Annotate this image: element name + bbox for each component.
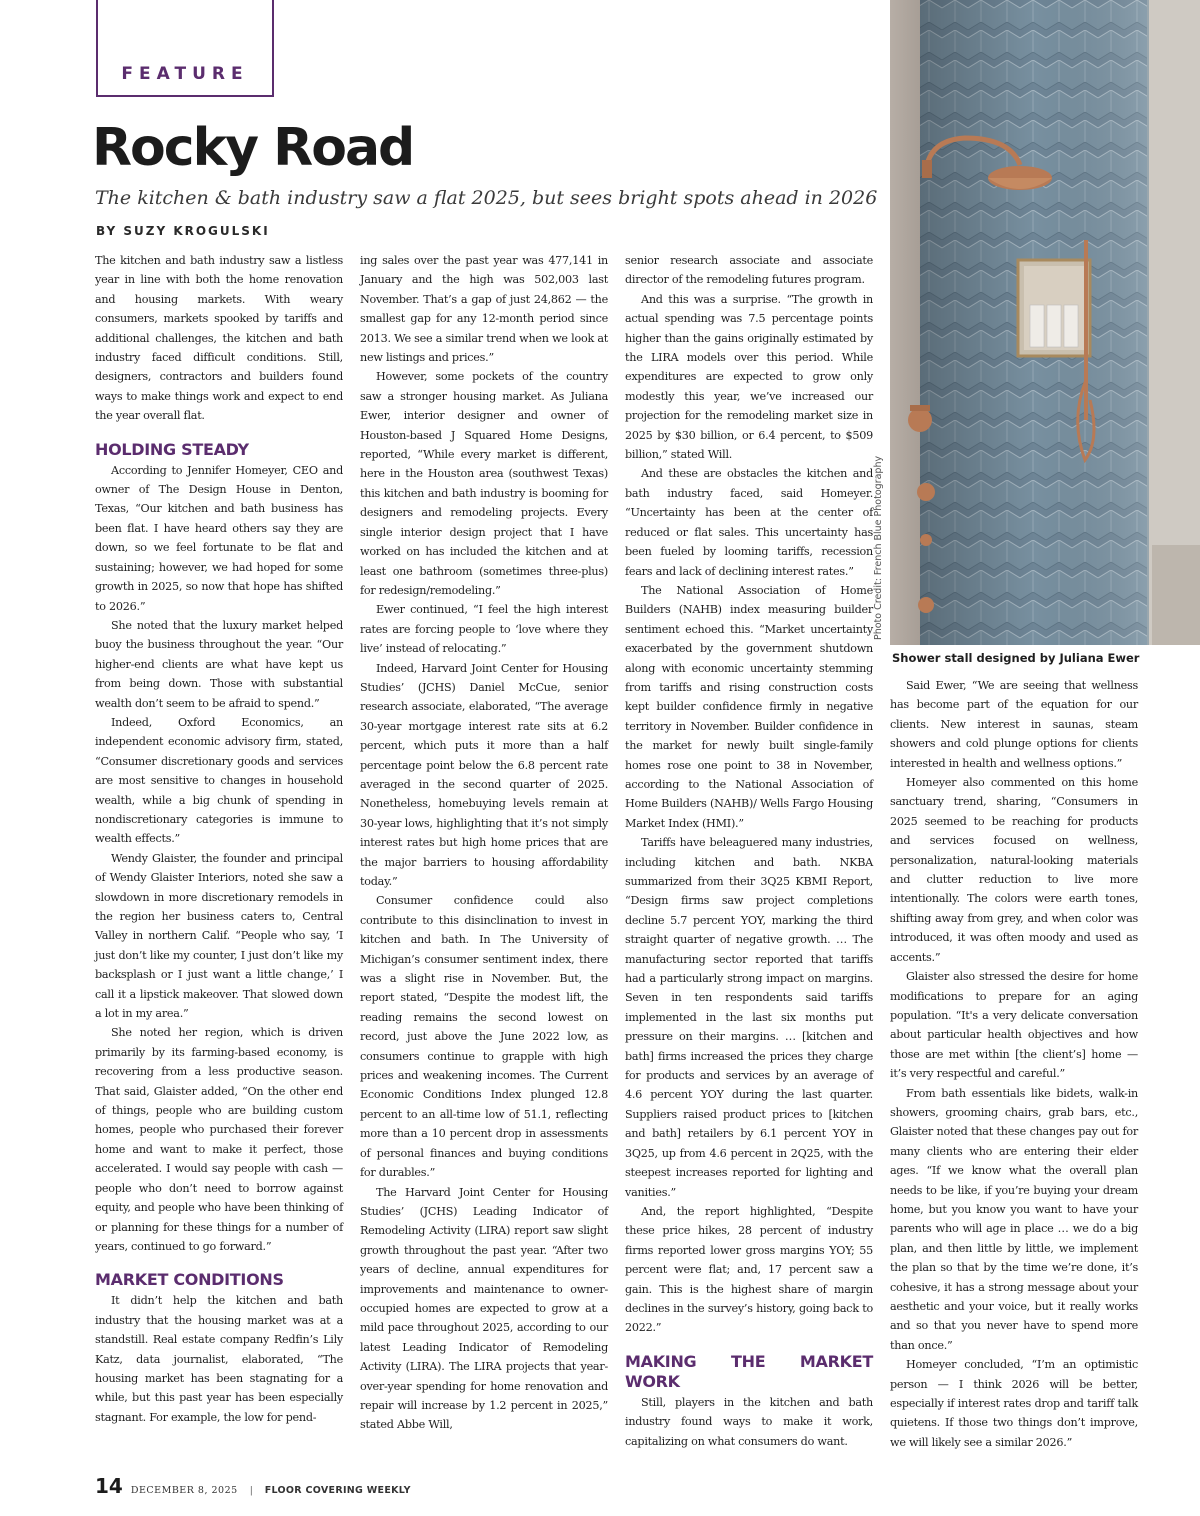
section-heading-making-the-market-work: MAKING THE MARKET WORK: [625, 1351, 873, 1391]
paragraph: Ewer continued, “I feel the high interest rates are forcing people to ‘love where they live’ instead of relocating.”: [360, 603, 608, 656]
paragraph: senior research associate and associate director of the remodeling futures program.: [625, 254, 873, 287]
article-column-1: [95, 251, 343, 1427]
paragraph: However, some pockets of the country saw a stronger housing market. As Juliana Ewer, interior designer and owner of Houston-based J Squared Home Designs, reported, “While every market is different, here in the Houston area (southwest Texas) this kitchen and bath industry is booming for designers and remodeling projects. Every single interior design project that I have worked on has included the kitchen and at least one bathroom (sometimes three-plus) for redesign/remodeling.”: [360, 370, 608, 597]
paragraph: Said Ewer, “We are seeing that wellness has become part of the equation for our clients. New interest in saunas, steam showers and cold plunge options for clients interested in health and wellness options.”: [890, 679, 1138, 770]
page-footer: [95, 1474, 411, 1498]
page-number: 14: [95, 1474, 123, 1498]
article-column-2: [360, 251, 608, 1435]
paragraph: Wendy Glaister, the founder and principal of Wendy Glaister Interiors, noted she saw a slowdown in more discretionary remodels in the region her business caters to, Central Valley in northern Calif. “People who say, ‘I just don’t like my counter, I just don’t like my backsplash or I just want a little change,’ I call it a lipstick makeover. That slowed down a lot in my area.”: [95, 851, 343, 1021]
paragraph: Homeyer concluded, “I’m an optimistic person — I think 2026 will be better, especially if interest rates drop and tariff talk quietens. If those two things don’t improve, we will likely see a similar 2026.”: [890, 1358, 1138, 1449]
paragraph: The Harvard Joint Center for Housing Studies’ (JCHS) Leading Indicator of Remodeling Activity (LIRA) report saw slight growth throughout the past year. “After two years of decline, annual expenditures for improvements and maintenance to owner-occupied homes are expected to grow at a mild pace throughout 2025, according to our latest Leading Indicator of Remodeling Activity (LIRA). The LIRA projects that year-over-year spending for home renovation and repair will increase by 1.2 percent in 2025,” stated Abbe Will,: [360, 1185, 608, 1432]
paragraph: And these are obstacles the kitchen and bath industry faced, said Homeyer. “Uncertainty has been at the center of reduced or flat sales. This uncertainty has been fueled by looming tariffs, recession fears and lack of declining interest rates.”: [625, 467, 873, 578]
paragraph: It didn’t help the kitchen and bath industry that the housing market was at a standstill. Real estate company Redfin’s Lily Katz, data journalist, elaborated, “The housing market has been stagnating for a while, but this past year has been especially stagnant. For example, the low for pend-: [95, 1294, 343, 1424]
article-subtitle: The kitchen & bath industry saw a flat 2025, but sees bright spots ahead in 2026: [95, 187, 878, 209]
paragraph: She noted that the luxury market helped buoy the business throughout the year. “Our higher-end clients are what have kept us from being down. Those with substantial wealth don’t seem to be afraid to spend.”: [95, 618, 343, 710]
shower-illustration: [890, 0, 1200, 645]
feature-section-box: [96, 0, 274, 97]
section-label: FEATURE: [121, 64, 249, 84]
byline: BY SUZY KROGULSKI: [96, 224, 270, 238]
publication-name: FLOOR COVERING WEEKLY: [264, 1485, 411, 1496]
paragraph: Indeed, Oxford Economics, an independent economic advisory firm, stated, “Consumer discretionary goods and services are most sensitive to changes in household wealth, while a big chunk of spending in nondiscretionary categories is immune to wealth effects.”: [95, 715, 343, 846]
issue-date: DECEMBER 8, 2025: [130, 1485, 238, 1496]
article-column-3: [625, 251, 873, 1451]
photo-credit: Photo Credit: French Blue Photography: [873, 455, 884, 640]
section-heading-holding-steady: HOLDING STEADY: [95, 439, 249, 459]
paragraph: Consumer confidence could also contribute to this disinclination to invest in kitchen and bath. In The University of Michigan’s consumer sentiment index, there was a slight rise in November. But, the report stated, “Despite the modest lift, the reading remains the second lowest on record, just above the June 2022 low, as consumers continue to grapple with high prices and weakening incomes. The Current Economic Conditions Index plunged 12.8 percent to an all-time low of 51.1, reflecting more than a 10 percent drop in assessments of personal finances and buying conditions for durables.”: [360, 894, 608, 1180]
paragraph: Tariffs have beleaguered many industries, including kitchen and bath. NKBA summarized from their 3Q25 KBMI Report, “Design firms saw project completions decline 5.7 percent YOY, marking the third straight quarter of negative growth. … The manufacturing sector reported that tariffs had a particularly strong impact on margins. Seven in ten respondents said tariffs implemented in the last six months put pressure on their margins. … [kitchen and bath] firms increased the prices they charge for products and services by an average of 4.6 percent YOY during the last quarter. Suppliers raised product prices to [kitchen and bath] retailers by 6.1 percent YOY in 3Q25, up from 4.6 percent in 2Q25, with the steepest increases reported for lighting and vanities.”: [625, 836, 873, 1199]
paragraph: According to Jennifer Homeyer, CEO and owner of The Design House in Denton, Texas, “Our kitchen and bath business has been flat. I have heard others say they are down, so we feel fortunate to be flat and sustaining; however, we had hoped for some growth in 2025, so now that hope has shifted to 2026.”: [95, 463, 343, 613]
paragraph: Indeed, Harvard Joint Center for Housing Studies’ (JCHS) Daniel McCue, senior research associate, elaborated, “The average 30-year mortgage interest rate sits at 6.2 percent, which puts it more than a half percentage point below the 6.8 percent rate averaged in the second quarter of 2025. Nonetheless, homebuying levels remain at 30-year lows, highlighting that it’s not simply interest rates but high home prices that are the major barriers to housing affordability today.”: [360, 661, 608, 888]
paragraph: The kitchen and bath industry saw a listless year in line with both the home renovation and housing markets. With weary consumers, markets spooked by tariffs and additional challenges, the kitchen and bath industry faced difficult conditions. Still, designers, contractors and builders found ways to make things work and expect to end the year overall flat.: [95, 254, 343, 423]
paragraph: From bath essentials like bidets, walk-in showers, grooming chairs, grab bars, etc., Glaister noted that these changes pay out for many clients who are entering their elder ages. “If we know what the overall plan needs to be like, if you’re buying your dream home, but you know you want to have your parents who will age in place … we do a big plan, and then little by little, we implement the plan so that by the time we’re done, it’s cohesive, it has a strong message about your aesthetic and your voice, but it really works and so that you never have to spend more than once.”: [890, 1086, 1138, 1352]
paragraph: Glaister also stressed the desire for home modifications to prepare for an aging population. “It's a very delicate conversation about particular health objectives and how those are met within [the client’s] home — it’s very respectful and careful.”: [890, 970, 1138, 1081]
paragraph: ing sales over the past year was 477,141 in January and the high was 502,003 last November. That’s a gap of just 24,862 — the smallest gap for any 12-month period since 2013. We see a similar trend when we look at new listings and prices.”: [360, 254, 608, 365]
article-column-4: [890, 676, 1138, 1452]
paragraph: Homeyer also commented on this home sanctuary trend, sharing, “Consumers in 2025 seemed to be reaching for products and services focused on wellness, personalization, natural-looking materials and clutter reduction to live more intentionally. The colors were earth tones, shifting away from grey, and when color was introduced, it was often moody and used as accents.”: [890, 776, 1138, 964]
paragraph: Still, players in the kitchen and bath industry found ways to make it work, capitalizing on what consumers do want.: [625, 1395, 873, 1448]
shower-photo: [890, 0, 1200, 645]
paragraph: And this was a surprise. “The growth in actual spending was 7.5 percentage points higher than the gains originally estimated by the LIRA models over this period. While expenditures are expected to grow only modestly this year, we’ve increased our projection for the remodeling market size in 2025 by $30 billion, or 6.4 percent, to $509 billion,” stated Will.: [625, 292, 873, 462]
article-title: Rocky Road: [92, 118, 414, 178]
paragraph: She noted her region, which is driven primarily by its farming-based economy, is recovering from a less productive season. That said, Glaister added, “On the other end of things, people who are building custom homes, people who purchased their forever home and want to make it perfect, those accelerated. I would say people with cash — people who don’t need to borrow against equity, and people who have been thinking of or planning for these things for a number of years, continued to go forward.”: [95, 1026, 343, 1253]
section-heading-market-conditions: MARKET CONDITIONS: [95, 1270, 284, 1290]
footer-separator: |: [249, 1486, 253, 1496]
paragraph: The National Association of Home Builders (NAHB) index measuring builder sentiment echoed this. “Market uncertainty exacerbated by the government shutdown along with economic uncertainty stemming from tariffs and rising construction costs kept builder confidence firmly in negative territory in November. Builder confidence in the market for newly built single-family homes rose one point to 38 in November, according to the National Association of Home Builders (NAHB)/ Wells Fargo Housing Market Index (HMI).”: [625, 583, 873, 830]
paragraph: And, the report highlighted, “Despite these price hikes, 28 percent of industry firms reported lower gross margins YOY; 55 percent were flat; and, 17 percent saw a gain. This is the highest share of margin declines in the survey’s history, going back to 2022.”: [625, 1204, 873, 1335]
photo-caption: Shower stall designed by Juliana Ewer: [892, 651, 1140, 665]
